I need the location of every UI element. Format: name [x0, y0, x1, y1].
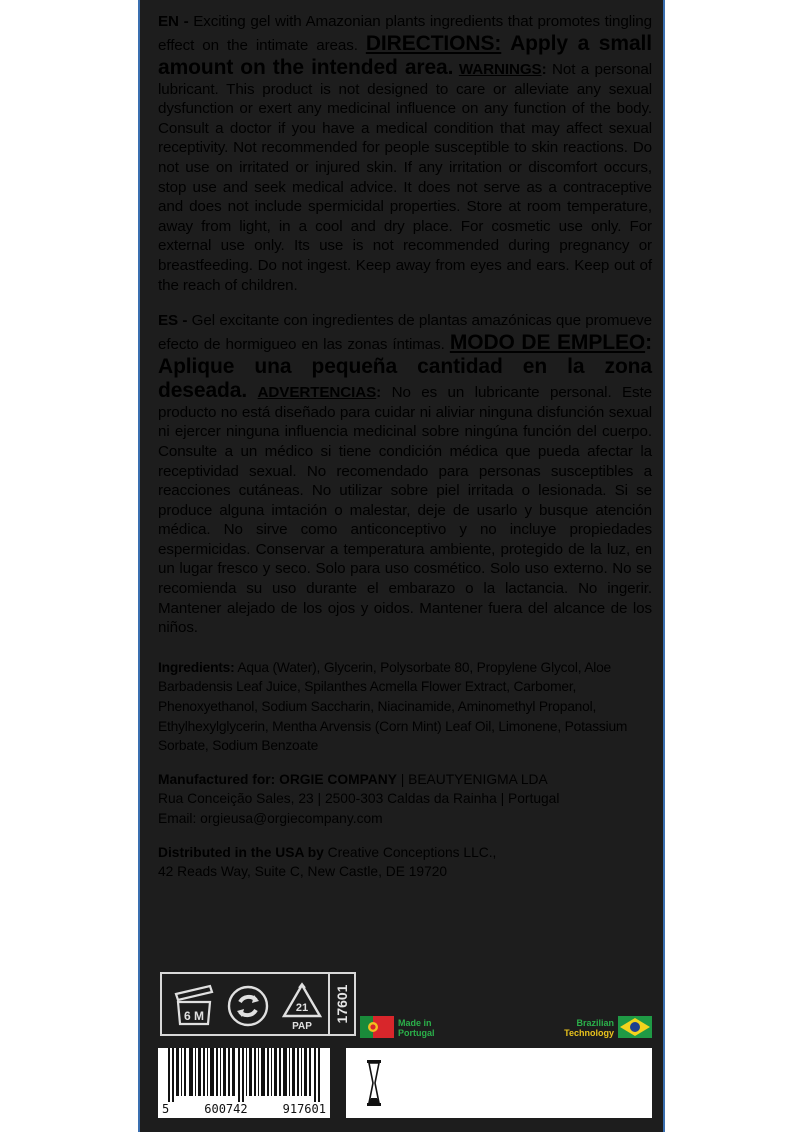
- pao-icon: [170, 980, 218, 1032]
- brazil-flag-icon: [618, 1016, 652, 1038]
- manufacturer-address: Rua Conceição Sales, 23 | 2500-303 Caldas da Rainha | Portugal: [158, 791, 560, 807]
- en-warnings-text: Not a personal lubricant. This product is not designed to care or alleviate any sexual dysfunction or exert any medicinal influence on any function of the body. Consult a doctor if you have a medical condition that may affect sexual receptivity. Not recommended for people susceptible to skin reactions. Do not use on irritated or injured skin. If any irritation or discomfort occurs, stop use and seek medical advice. It does not serve as a contraceptive and does not include spermicidal properties. Store at room temperature, away from light, in a cool and dry place. For cosmetic use only. For external use only. Its use is not recommended during pregnancy or breastfeeding. Do not ingest. Keep away from eyes and ears. Keep out of the reach of children.: [158, 60, 653, 294]
- pao-label: 6 M: [183, 1009, 205, 1023]
- en-directions-text: Apply a small amount on the intended area.: [158, 31, 652, 79]
- barcode: [158, 1048, 330, 1118]
- spanish-section: [158, 311, 652, 638]
- es-directions-label: MODO DE EMPLEO: [449, 330, 646, 354]
- manufacturer-section: [158, 770, 652, 829]
- paper-recycling-icon: [278, 980, 326, 1032]
- manufacturer-email: Email: orgieusa@orgiecompany.com: [158, 811, 383, 826]
- en-directions-label: DIRECTIONS:: [365, 31, 502, 55]
- barcode-bars: [168, 1048, 320, 1102]
- distributor-label: Distributed in the USA by: [158, 844, 324, 860]
- lot-number: 17601: [334, 984, 350, 1024]
- ingredients-text: Aqua (Water), Glycerin, Polysorbate 80, Propylene Glycol, Aloe Barbadensis Leaf Juice, Spilanthes Acmella Flower Extract, Carbomer, Phenoxyethanol, Sodium Saccharin, Niacinamide, Aminomethyl Propanol, Ethylhexylglycerin, Mentha Arvensis (Corn Mint) Leaf Oil, Limonene, Potassium Sorbate, Sodium Benzoate: [158, 659, 628, 754]
- left-edge-line: [138, 0, 140, 1132]
- recycle-material: PAP: [292, 1021, 312, 1032]
- label-content: [158, 12, 652, 882]
- en-intro: Exciting gel with Amazonian plants ingredients that promotes tingling effect on the intimate areas.: [158, 13, 652, 54]
- english-section: [158, 12, 652, 295]
- es-warnings-text: No es un lubricante personal. Este producto no está diseñado para cuidar ni aliviar ninguna disfunción sexual ni ejercer ninguna influencia medicinal sobre ningúna función del cuerpo. Consulte a un médico si tiene condición médica que pueda afectar la receptividad sexual. No recomendado para personas susceptibles a reacciones cutáneas. No utilizar sobre piel irritada o lesionada. Si se produce alguna imtación o malestar, deje de usarlo y busque atención médica. No sirve como anticonceptivo y no incluye propiedades espermicidas. Conservar a temperatura ambiente, protegido de la luz, en un lugar fresco y seco. Solo para uso cosmético. Solo uso externo. No se recomienda su uso durante el embarazo o la lactancia. No ingerir. Mantener alejado de los ojos y oidos. Mantener fuera del alcance de los niños.: [158, 383, 652, 637]
- made-in-portugal: [398, 1018, 435, 1038]
- ingredients-section: [158, 658, 652, 756]
- portugal-flag-icon: [360, 1016, 394, 1038]
- es-warnings-label: ADVERTENCIAS: [257, 383, 377, 401]
- brazilian-technology: [560, 1018, 614, 1038]
- es-warnings-colon: :: [376, 383, 382, 401]
- expiry-box: [346, 1048, 652, 1118]
- distributor-address: 42 Reads Way, Suite C, New Castle, DE 19720: [158, 864, 448, 880]
- barcode-digit-prefix: 5: [162, 1102, 170, 1116]
- es-intro: Gel excitante con ingredientes de plantas amazónicas que promueve efecto de hormigueo en las zonas íntimas.: [158, 312, 652, 353]
- tech-line2: Technology: [564, 1028, 614, 1038]
- barcode-digit-right: 917601: [282, 1102, 326, 1116]
- recycle-code: 21: [295, 1002, 309, 1014]
- symbols-box: [160, 972, 356, 1036]
- made-in-line2: Portugal: [398, 1028, 435, 1038]
- tech-line1: Brazilian: [576, 1018, 614, 1028]
- ingredients-label: Ingredients:: [158, 659, 235, 675]
- es-prefix: ES -: [158, 312, 192, 330]
- made-in-line1: Made in: [398, 1018, 432, 1028]
- manufacturer-label: Manufactured for: ORGIE COMPANY: [158, 771, 397, 787]
- right-edge-line: [663, 0, 665, 1132]
- en-warnings-label: WARNINGS: [458, 60, 542, 78]
- distributor-name: Creative Conceptions LLC.,: [323, 844, 497, 860]
- hourglass-icon: [366, 1058, 382, 1108]
- manufacturer-company: | BEAUTYENIGMA LDA: [396, 771, 548, 787]
- barcode-number: [158, 1102, 330, 1116]
- es-directions-text: Aplique una pequeña cantidad en la zona deseada.: [158, 354, 652, 402]
- lot-number-cell: [328, 974, 354, 1034]
- distributor-section: [158, 843, 652, 882]
- en-prefix: EN -: [158, 13, 194, 30]
- en-warnings-colon: :: [541, 60, 547, 78]
- es-directions-colon: :: [645, 330, 652, 354]
- barcode-digit-left: 600742: [204, 1102, 248, 1116]
- recycle-icon: [224, 980, 272, 1032]
